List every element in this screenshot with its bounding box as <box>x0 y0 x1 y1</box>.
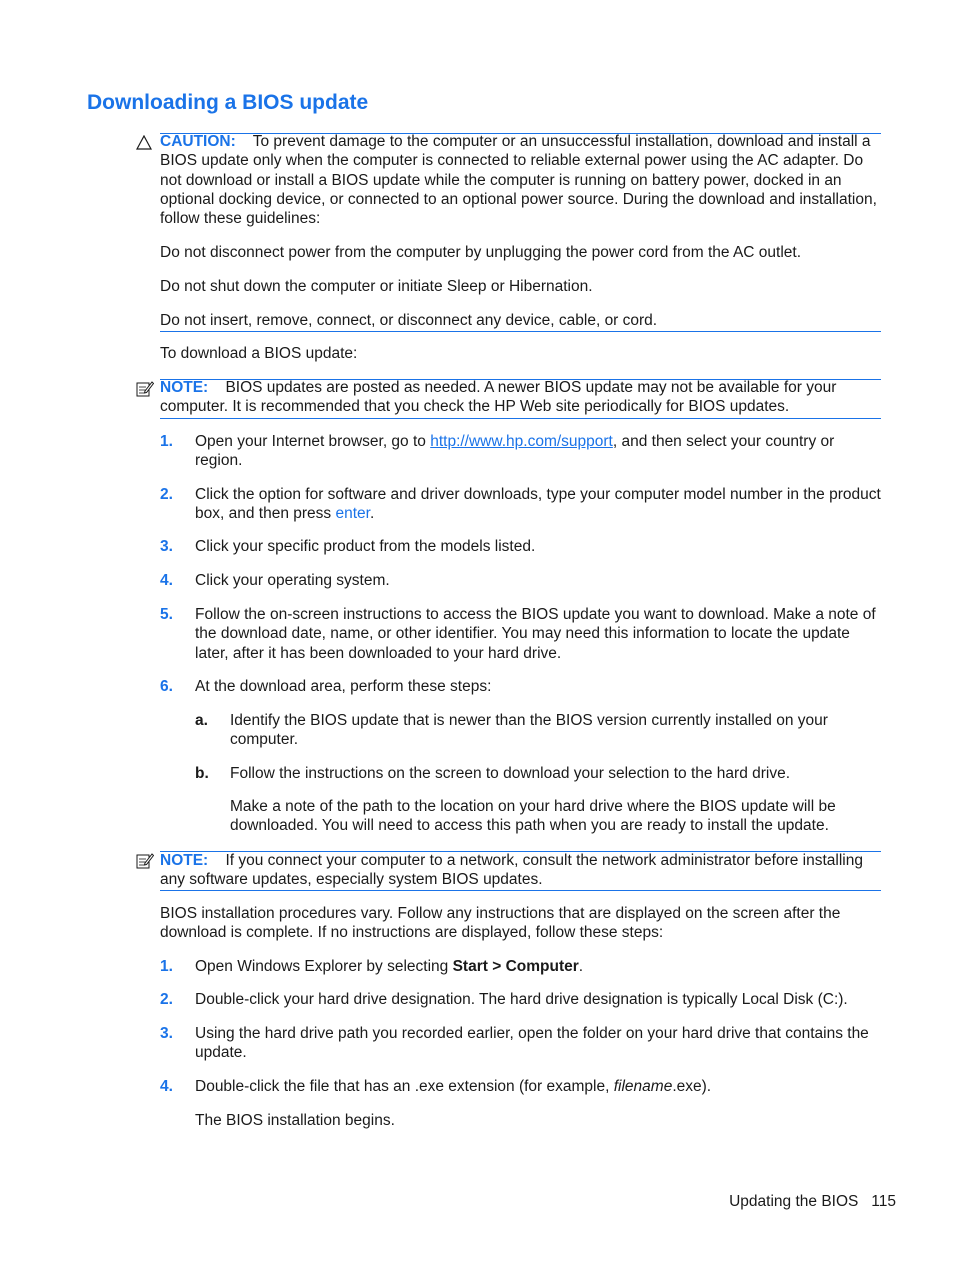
step-4: Click your operating system. <box>195 572 390 589</box>
filename-placeholder: filename <box>613 1078 673 1095</box>
page-footer <box>729 1192 896 1211</box>
note1-bottom-rule <box>160 418 881 419</box>
install-step-1-text: Open Windows Explorer by selecting <box>195 958 453 975</box>
caution-label: CAUTION: <box>160 133 236 150</box>
start-computer-path: Start > Computer <box>452 958 579 975</box>
step-1-text-end: , and then select your country or region. <box>195 433 835 470</box>
step-3: Click your specific product from the models listed. <box>195 538 536 555</box>
step-2 <box>195 485 885 524</box>
note1-text: BIOS updates are posted as needed. A newer BIOS update may not be available for your computer. It is recommended that you check the HP Web site periodically for BIOS updates. <box>160 379 837 416</box>
install-step-1-number: 1. <box>160 958 173 975</box>
page-number: 115 <box>871 1193 896 1210</box>
install-step-2: Double-click your hard drive designation. The hard drive designation is typically Local Disk (C:). <box>195 991 848 1008</box>
substep-b-label: b. <box>195 765 209 782</box>
step-2-number: 2. <box>160 486 173 503</box>
install-step-3-number: 3. <box>160 1025 173 1042</box>
substep-b-note: Make a note of the path to the location on your hard drive where the BIOS update will be downloaded. You will need to access this path when you are ready to install the update. <box>230 798 836 835</box>
download-intro: To download a BIOS update: <box>160 345 358 362</box>
note2-text: If you connect your computer to a network, consult the network administrator before installing any software updates, especially system BIOS updates. <box>160 852 863 889</box>
note1-paragraph <box>160 378 885 417</box>
step-3-number: 3. <box>160 538 173 555</box>
install-begins: The BIOS installation begins. <box>195 1112 395 1129</box>
guideline-2: Do not shut down the computer or initiate Sleep or Hibernation. <box>160 278 593 295</box>
install-step-1-end: . <box>578 958 584 975</box>
step-2-text-end: . <box>369 505 375 523</box>
install-step-4-text: Double-click the file that has an .exe extension (for example, <box>195 1078 614 1095</box>
step-5: Follow the on-screen instructions to access the BIOS update you want to download. Make a note of the download date, name, or other identifier. You may need this information to locate the update later, after it has been downloaded to your hard drive. <box>195 606 876 662</box>
enter-key: enter <box>335 505 370 523</box>
install-step-2-number: 2. <box>160 991 173 1008</box>
step-1-text: Open your Internet browser, go to <box>195 433 431 450</box>
warning-triangle-icon <box>136 135 152 155</box>
step-6: At the download area, perform these steps: <box>195 678 492 695</box>
guideline-1: Do not disconnect power from the computer by unplugging the power cord from the AC outlet. <box>160 244 802 261</box>
step-1-number: 1. <box>160 433 173 450</box>
note-pencil-icon <box>136 380 154 402</box>
step-4-number: 4. <box>160 572 173 589</box>
caution-text: To prevent damage to the computer or an unsuccessful installation, download and install a BIOS update only when the computer is connected to reliable external power using the AC adapter. Do not download or install a BIOS update while the computer is running on battery power, docked in an optional docking device, or connected to an optional power source. During the download and installation, follow these guidelines: <box>160 133 877 228</box>
install-intro: BIOS installation procedures vary. Follow any instructions that are displayed on the screen after the download is complete. If no instructions are displayed, follow these steps: <box>160 905 841 942</box>
guideline-3: Do not insert, remove, connect, or disconnect any device, cable, or cord. <box>160 312 658 329</box>
note2-bottom-rule <box>160 890 881 891</box>
hp-support-link[interactable]: http://www.hp.com/support <box>430 433 613 450</box>
substep-a-label: a. <box>195 712 208 729</box>
caution-paragraph <box>160 132 885 228</box>
substep-b: Follow the instructions on the screen to download your selection to the hard drive. <box>230 765 791 782</box>
substep-a: Identify the BIOS update that is newer than the BIOS version currently installed on your computer. <box>230 712 828 749</box>
note1-label: NOTE: <box>160 379 209 396</box>
note2-label: NOTE: <box>160 852 209 869</box>
step-2-text: Click the option for software and driver downloads, type your computer model number in the product box, and then press <box>195 486 881 523</box>
note-pencil-icon <box>136 852 154 874</box>
install-step-3: Using the hard drive path you recorded earlier, open the folder on your hard drive that contains the update. <box>195 1025 869 1062</box>
install-step-4-end: .exe). <box>672 1078 712 1095</box>
caution-bottom-rule <box>160 331 881 332</box>
install-step-4-number: 4. <box>160 1078 173 1095</box>
install-step-1 <box>195 957 885 976</box>
step-1 <box>195 432 885 471</box>
note2-paragraph <box>160 851 885 890</box>
step-6-number: 6. <box>160 678 173 695</box>
install-step-4 <box>195 1077 885 1096</box>
page-title: Downloading a BIOS update <box>87 91 369 114</box>
step-5-number: 5. <box>160 606 173 623</box>
footer-section: Updating the BIOS <box>729 1193 859 1210</box>
